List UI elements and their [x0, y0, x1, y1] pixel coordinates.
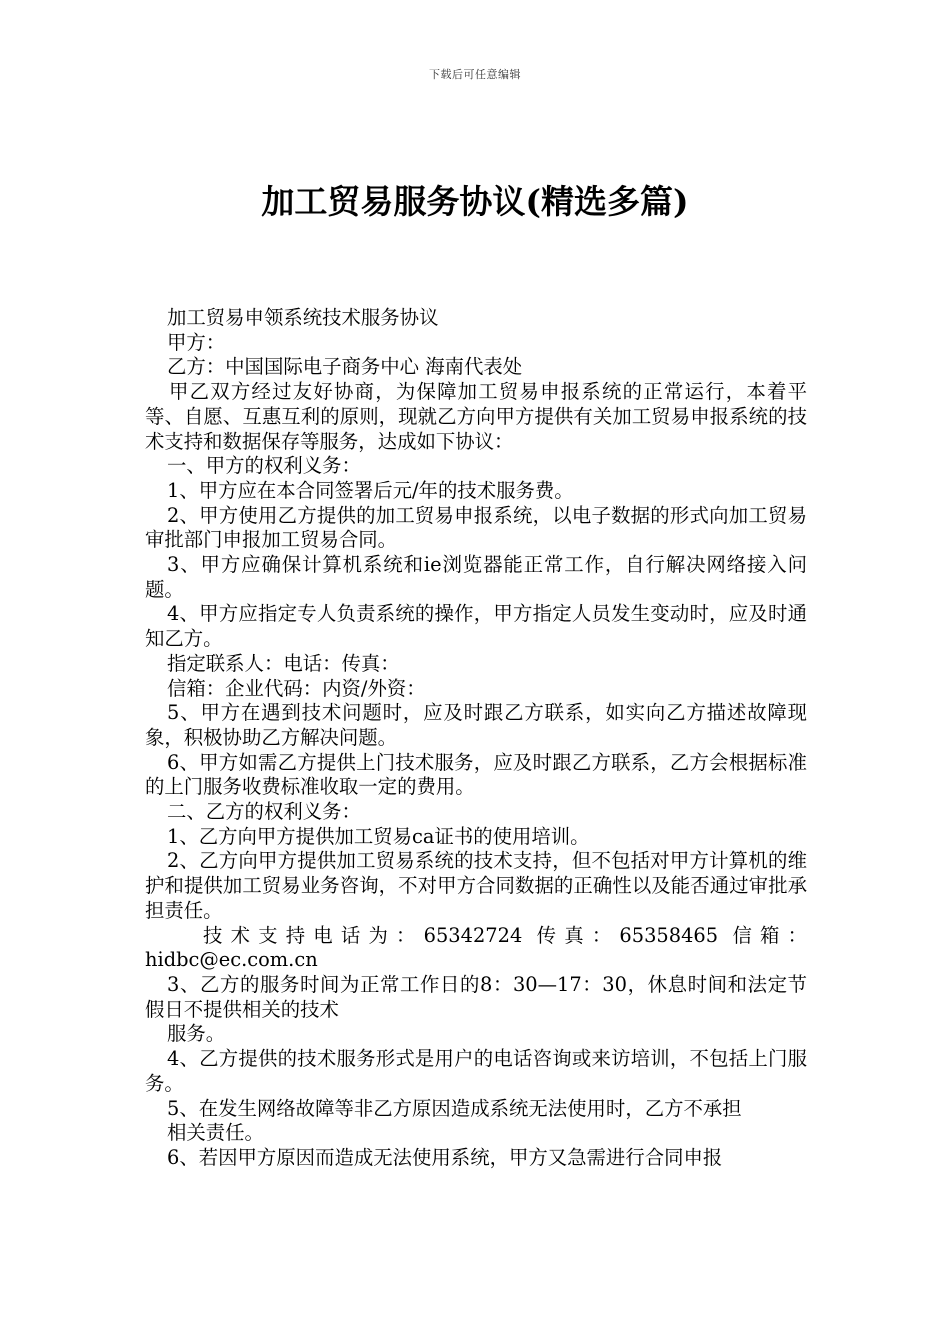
body-paragraph: 2、甲方使用乙方提供的加工贸易申报系统，以电子数据的形式向加工贸易审批部门申报加工贸易合同。 — [145, 503, 807, 552]
body-paragraph: 技术支持电话为：65342724 传真：65358465 信箱： — [203, 923, 807, 947]
body-paragraph: 4、乙方提供的技术服务形式是用户的电话咨询或来访培训，不包括上门服务。 — [145, 1047, 807, 1095]
body-paragraph: 1、乙方向甲方提供加工贸易ca证书的使用培训。 — [167, 824, 590, 848]
body-paragraph: 4、甲方应指定专人负责系统的操作，甲方指定人员发生变动时，应及时通知乙方。 — [145, 602, 807, 651]
body-paragraph: 6、甲方如需乙方提供上门技术服务，应及时跟乙方联系，乙方会根据标准的上门服务收费标准收取一定的费用。 — [145, 750, 807, 799]
body-paragraph: hidbc@ec.com.cn — [145, 948, 318, 972]
body-paragraph: 甲乙双方经过友好协商，为保障加工贸易申报系统的正常运行，本着平等、自愿、互惠互利的原则，现就乙方向甲方提供有关加工贸易申报系统的技术支持和数据保存等服务，达成如下协议： — [145, 380, 807, 453]
body-paragraph: 服务。 — [167, 1022, 226, 1046]
body-paragraph: 1、甲方应在本合同签署后元/年的技术服务费。 — [167, 478, 574, 502]
body-paragraph: 甲方： — [167, 330, 226, 354]
document-body — [145, 306, 807, 1171]
body-paragraph: 信箱：企业代码：内资/外资： — [167, 676, 426, 700]
header-note: 下载后可任意编辑 — [429, 68, 521, 81]
body-paragraph: 5、甲方在遇到技术问题时，应及时跟乙方联系，如实向乙方描述故障现象，积极协助乙方解决问题。 — [145, 701, 807, 749]
body-paragraph: 指定联系人：电话：传真： — [167, 651, 400, 675]
body-paragraph: 2、乙方向甲方提供加工贸易系统的技术支持，但不包括对甲方计算机的维护和提供加工贸易业务咨询，不对甲方合同数据的正确性以及能否通过审批承担责任。 — [145, 849, 807, 922]
body-paragraph: 二、乙方的权利义务： — [167, 800, 361, 824]
body-paragraph: 3、甲方应确保计算机系统和ie浏览器能正常工作，自行解决网络接入问题。 — [145, 553, 807, 601]
body-paragraph: 3、乙方的服务时间为正常工作日的8：30—17：30，休息时间和法定节假日不提供相关的技术 — [145, 972, 807, 1021]
body-paragraph: 加工贸易申领系统技术服务协议 — [167, 306, 439, 329]
body-paragraph: 6、若因甲方原因而造成无法使用系统，甲方又急需进行合同申报 — [167, 1145, 723, 1169]
body-paragraph: 一、甲方的权利义务： — [167, 454, 361, 478]
body-paragraph: 5、在发生网络故障等非乙方原因造成系统无法使用时，乙方不承担 — [167, 1096, 742, 1120]
body-paragraph: 乙方：中国国际电子商务中心 海南代表处 — [167, 355, 523, 379]
body-paragraph: 相关责任。 — [167, 1121, 264, 1145]
document-title: 加工贸易服务协议(精选多篇) — [261, 182, 689, 221]
